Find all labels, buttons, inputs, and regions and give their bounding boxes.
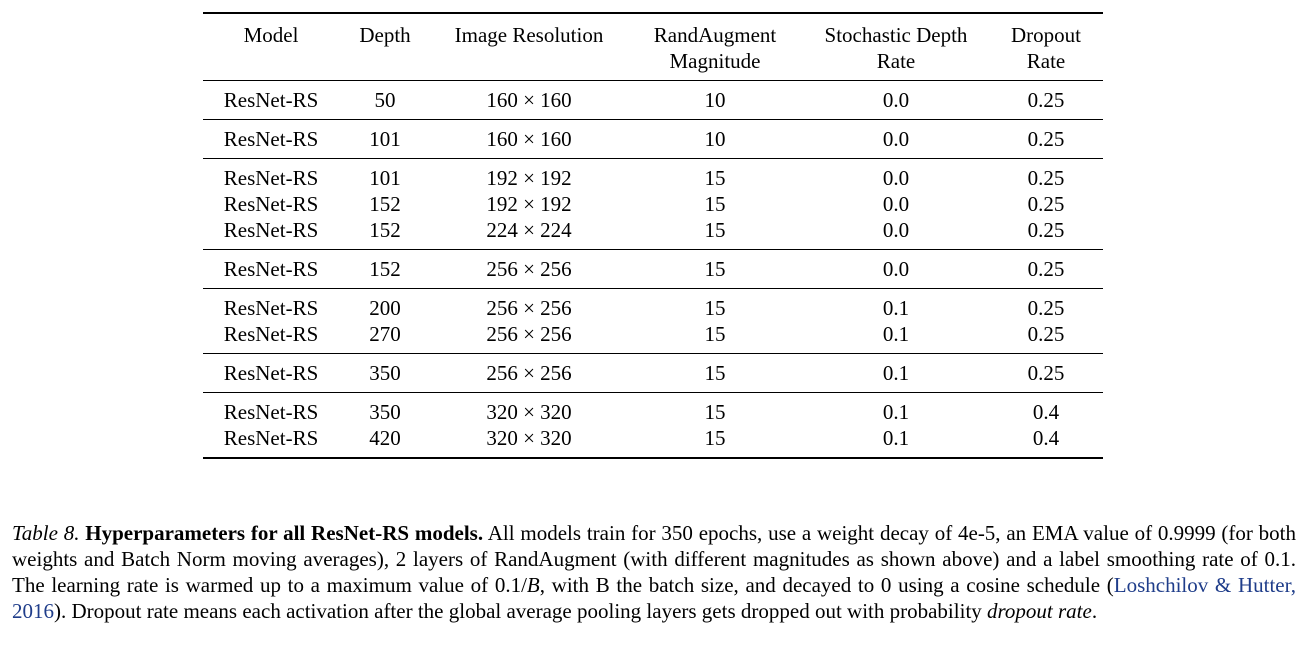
column-header-image-resolution — [431, 13, 627, 81]
table-cell-value: ResNet-RS — [223, 361, 319, 385]
column-header-dropout-rate — [989, 13, 1103, 81]
caption-text-2: , with B the batch size, and decayed to 0 using a cosine schedule ( — [539, 573, 1114, 597]
table-header-row — [203, 13, 1103, 81]
table-cell-value: 50 — [374, 88, 396, 112]
table-cell-value: 0.1 — [882, 322, 910, 346]
table-cell-value: 192 × 192 — [486, 166, 572, 190]
caption-text-4: . — [1091, 599, 1098, 623]
table-cell-value: 101 — [369, 127, 401, 151]
column-header-line: Magnitude — [669, 49, 761, 73]
table-cell-value: 0.25 — [1027, 257, 1065, 281]
table-cell-value: 0.25 — [1027, 361, 1065, 385]
cell-dropout — [989, 354, 1103, 393]
table-cell-value: 0.0 — [882, 257, 910, 281]
table-cell-value: ResNet-RS — [223, 296, 319, 320]
cell-depth — [339, 354, 431, 393]
column-header-stochastic-depth-rate — [803, 13, 989, 81]
table-cell-value: ResNet-RS — [223, 127, 319, 151]
table-cell-value: 320 × 320 — [486, 400, 572, 424]
column-header-line: Model — [243, 23, 299, 47]
caption-title: Hyperparameters for all ResNet-RS models. — [85, 521, 484, 545]
cell-randaugment — [627, 250, 803, 289]
cell-model — [203, 393, 339, 459]
cell-randaugment — [627, 159, 803, 250]
table-cell-value: 0.1 — [882, 296, 910, 320]
table-cell-value: 15 — [704, 257, 726, 281]
cell-randaugment — [627, 81, 803, 120]
table-cell-value: ResNet-RS — [223, 426, 319, 450]
table-cell-value: 15 — [704, 166, 726, 190]
table-cell-value: ResNet-RS — [223, 400, 319, 424]
caption-emphasis: dropout rate — [987, 599, 1092, 623]
column-header-randaugment-magnitude — [627, 13, 803, 81]
table-cell-value: 0.1 — [882, 426, 910, 450]
cell-depth — [339, 81, 431, 120]
cell-model — [203, 354, 339, 393]
table-cell-value: 0.4 — [1032, 400, 1060, 424]
table-cell-value: 256 × 256 — [486, 322, 572, 346]
table-cell-value: 152 — [369, 218, 401, 242]
cell-model — [203, 289, 339, 354]
cell-stochastic-depth — [803, 159, 989, 250]
table-cell-value: 15 — [704, 218, 726, 242]
citation-link[interactable]: Loshchilov & Hutter, 2016 — [12, 573, 1297, 623]
table-row-group — [203, 159, 1103, 250]
cell-dropout — [989, 289, 1103, 354]
table-row-group — [203, 289, 1103, 354]
cell-resolution — [431, 120, 627, 159]
column-header-line: Rate — [876, 49, 916, 73]
table-cell-value: 350 — [369, 400, 401, 424]
cell-model — [203, 81, 339, 120]
table-cell-value: 270 — [369, 322, 401, 346]
table-cell-value: 256 × 256 — [486, 296, 572, 320]
cell-model — [203, 120, 339, 159]
cell-stochastic-depth — [803, 393, 989, 459]
table-cell-value: 0.25 — [1027, 322, 1065, 346]
table-cell-value: 15 — [704, 322, 726, 346]
table-caption — [12, 520, 1296, 624]
table-cell-value: 256 × 256 — [486, 361, 572, 385]
column-header-line: Dropout — [1011, 23, 1081, 47]
table-cell-value: 15 — [704, 426, 726, 450]
table-cell-value: 0.25 — [1027, 166, 1065, 190]
cell-resolution — [431, 354, 627, 393]
table-cell-value: 0.0 — [882, 88, 910, 112]
table-cell-value: 152 — [369, 257, 401, 281]
caption-label: Table 8. — [12, 521, 80, 545]
table-cell-value: 15 — [704, 192, 726, 216]
cell-stochastic-depth — [803, 354, 989, 393]
table-cell-value: 15 — [704, 296, 726, 320]
table-cell-value: 0.1 — [882, 361, 910, 385]
column-header-line: RandAugment — [653, 23, 777, 47]
table-cell-value: 152 — [369, 192, 401, 216]
table-row-group — [203, 354, 1103, 393]
table-cell-value: ResNet-RS — [223, 218, 319, 242]
table-cell-value: 0.25 — [1027, 192, 1065, 216]
cell-resolution — [431, 393, 627, 459]
table-header — [203, 13, 1103, 81]
cell-depth — [339, 159, 431, 250]
column-header-line: Rate — [1026, 49, 1066, 73]
table-cell-value: 0.0 — [882, 166, 910, 190]
cell-depth — [339, 289, 431, 354]
table-row-group — [203, 250, 1103, 289]
cell-dropout — [989, 250, 1103, 289]
cell-model — [203, 250, 339, 289]
cell-resolution — [431, 289, 627, 354]
table-cell-value: 160 × 160 — [486, 127, 572, 151]
column-header-depth — [339, 13, 431, 81]
cell-randaugment — [627, 354, 803, 393]
table-cell-value: 0.0 — [882, 127, 910, 151]
table-cell-value: 0.25 — [1027, 127, 1065, 151]
table-cell-value: 10 — [704, 88, 726, 112]
table-cell-value: 420 — [369, 426, 401, 450]
cell-dropout — [989, 159, 1103, 250]
cell-resolution — [431, 81, 627, 120]
cell-depth — [339, 250, 431, 289]
cell-randaugment — [627, 120, 803, 159]
table-row-group — [203, 120, 1103, 159]
table-cell-value: 350 — [369, 361, 401, 385]
table-cell-value: 200 — [369, 296, 401, 320]
table-cell-value: 160 × 160 — [486, 88, 572, 112]
cell-model — [203, 159, 339, 250]
table-cell-value: 15 — [704, 361, 726, 385]
caption-math-number: 0.1/ — [494, 573, 527, 597]
table-cell-value: 0.25 — [1027, 88, 1065, 112]
table-body — [203, 81, 1103, 459]
table-cell-value: ResNet-RS — [223, 166, 319, 190]
caption-text-3: ). Dropout rate means each activation after the global average pooling layers gets dropped out with probability — [54, 599, 988, 623]
table-row-group — [203, 81, 1103, 120]
table-cell-value: 0.4 — [1032, 426, 1060, 450]
cell-randaugment — [627, 289, 803, 354]
caption-math-variable: B — [526, 573, 540, 597]
cell-depth — [339, 393, 431, 459]
table-row-group — [203, 393, 1103, 459]
table-cell-value: ResNet-RS — [223, 257, 319, 281]
table-cell-value: 320 × 320 — [486, 426, 572, 450]
table-cell-value: 224 × 224 — [486, 218, 572, 242]
cell-stochastic-depth — [803, 81, 989, 120]
table-cell-value: 15 — [704, 400, 726, 424]
table-cell-value: ResNet-RS — [223, 322, 319, 346]
cell-resolution — [431, 250, 627, 289]
cell-dropout — [989, 120, 1103, 159]
table-cell-value: 0.25 — [1027, 296, 1065, 320]
hyperparameter-table — [203, 12, 1103, 459]
cell-dropout — [989, 81, 1103, 120]
cell-dropout — [989, 393, 1103, 459]
cell-stochastic-depth — [803, 120, 989, 159]
table-cell-value: 0.1 — [882, 400, 910, 424]
cell-depth — [339, 120, 431, 159]
table-cell-value: 0.0 — [882, 218, 910, 242]
column-header-line: Depth — [359, 23, 411, 47]
caption-text-1: All models train for 350 epochs, use a weight decay of 4e-5, an EMA value of 0.9999 (for both weights and Batch Norm moving averages), 2 layers of RandAugment (with different magnitudes as shown above) and a label smoothing rate of 0.1. The learning rate is warmed up to a maximum value of — [12, 521, 1297, 597]
table-cell-value: 0.25 — [1027, 218, 1065, 242]
table-cell-value: 192 × 192 — [486, 192, 572, 216]
cell-stochastic-depth — [803, 289, 989, 354]
table-cell-value: 101 — [369, 166, 401, 190]
column-header-line: Stochastic Depth — [824, 23, 968, 47]
table-cell-value: 10 — [704, 127, 726, 151]
cell-resolution — [431, 159, 627, 250]
column-header-model — [203, 13, 339, 81]
table-cell-value: 256 × 256 — [486, 257, 572, 281]
table-cell-value: ResNet-RS — [223, 192, 319, 216]
cell-stochastic-depth — [803, 250, 989, 289]
cell-randaugment — [627, 393, 803, 459]
column-header-line: Image Resolution — [454, 23, 604, 47]
table-cell-value: 0.0 — [882, 192, 910, 216]
table-cell-value: ResNet-RS — [223, 88, 319, 112]
